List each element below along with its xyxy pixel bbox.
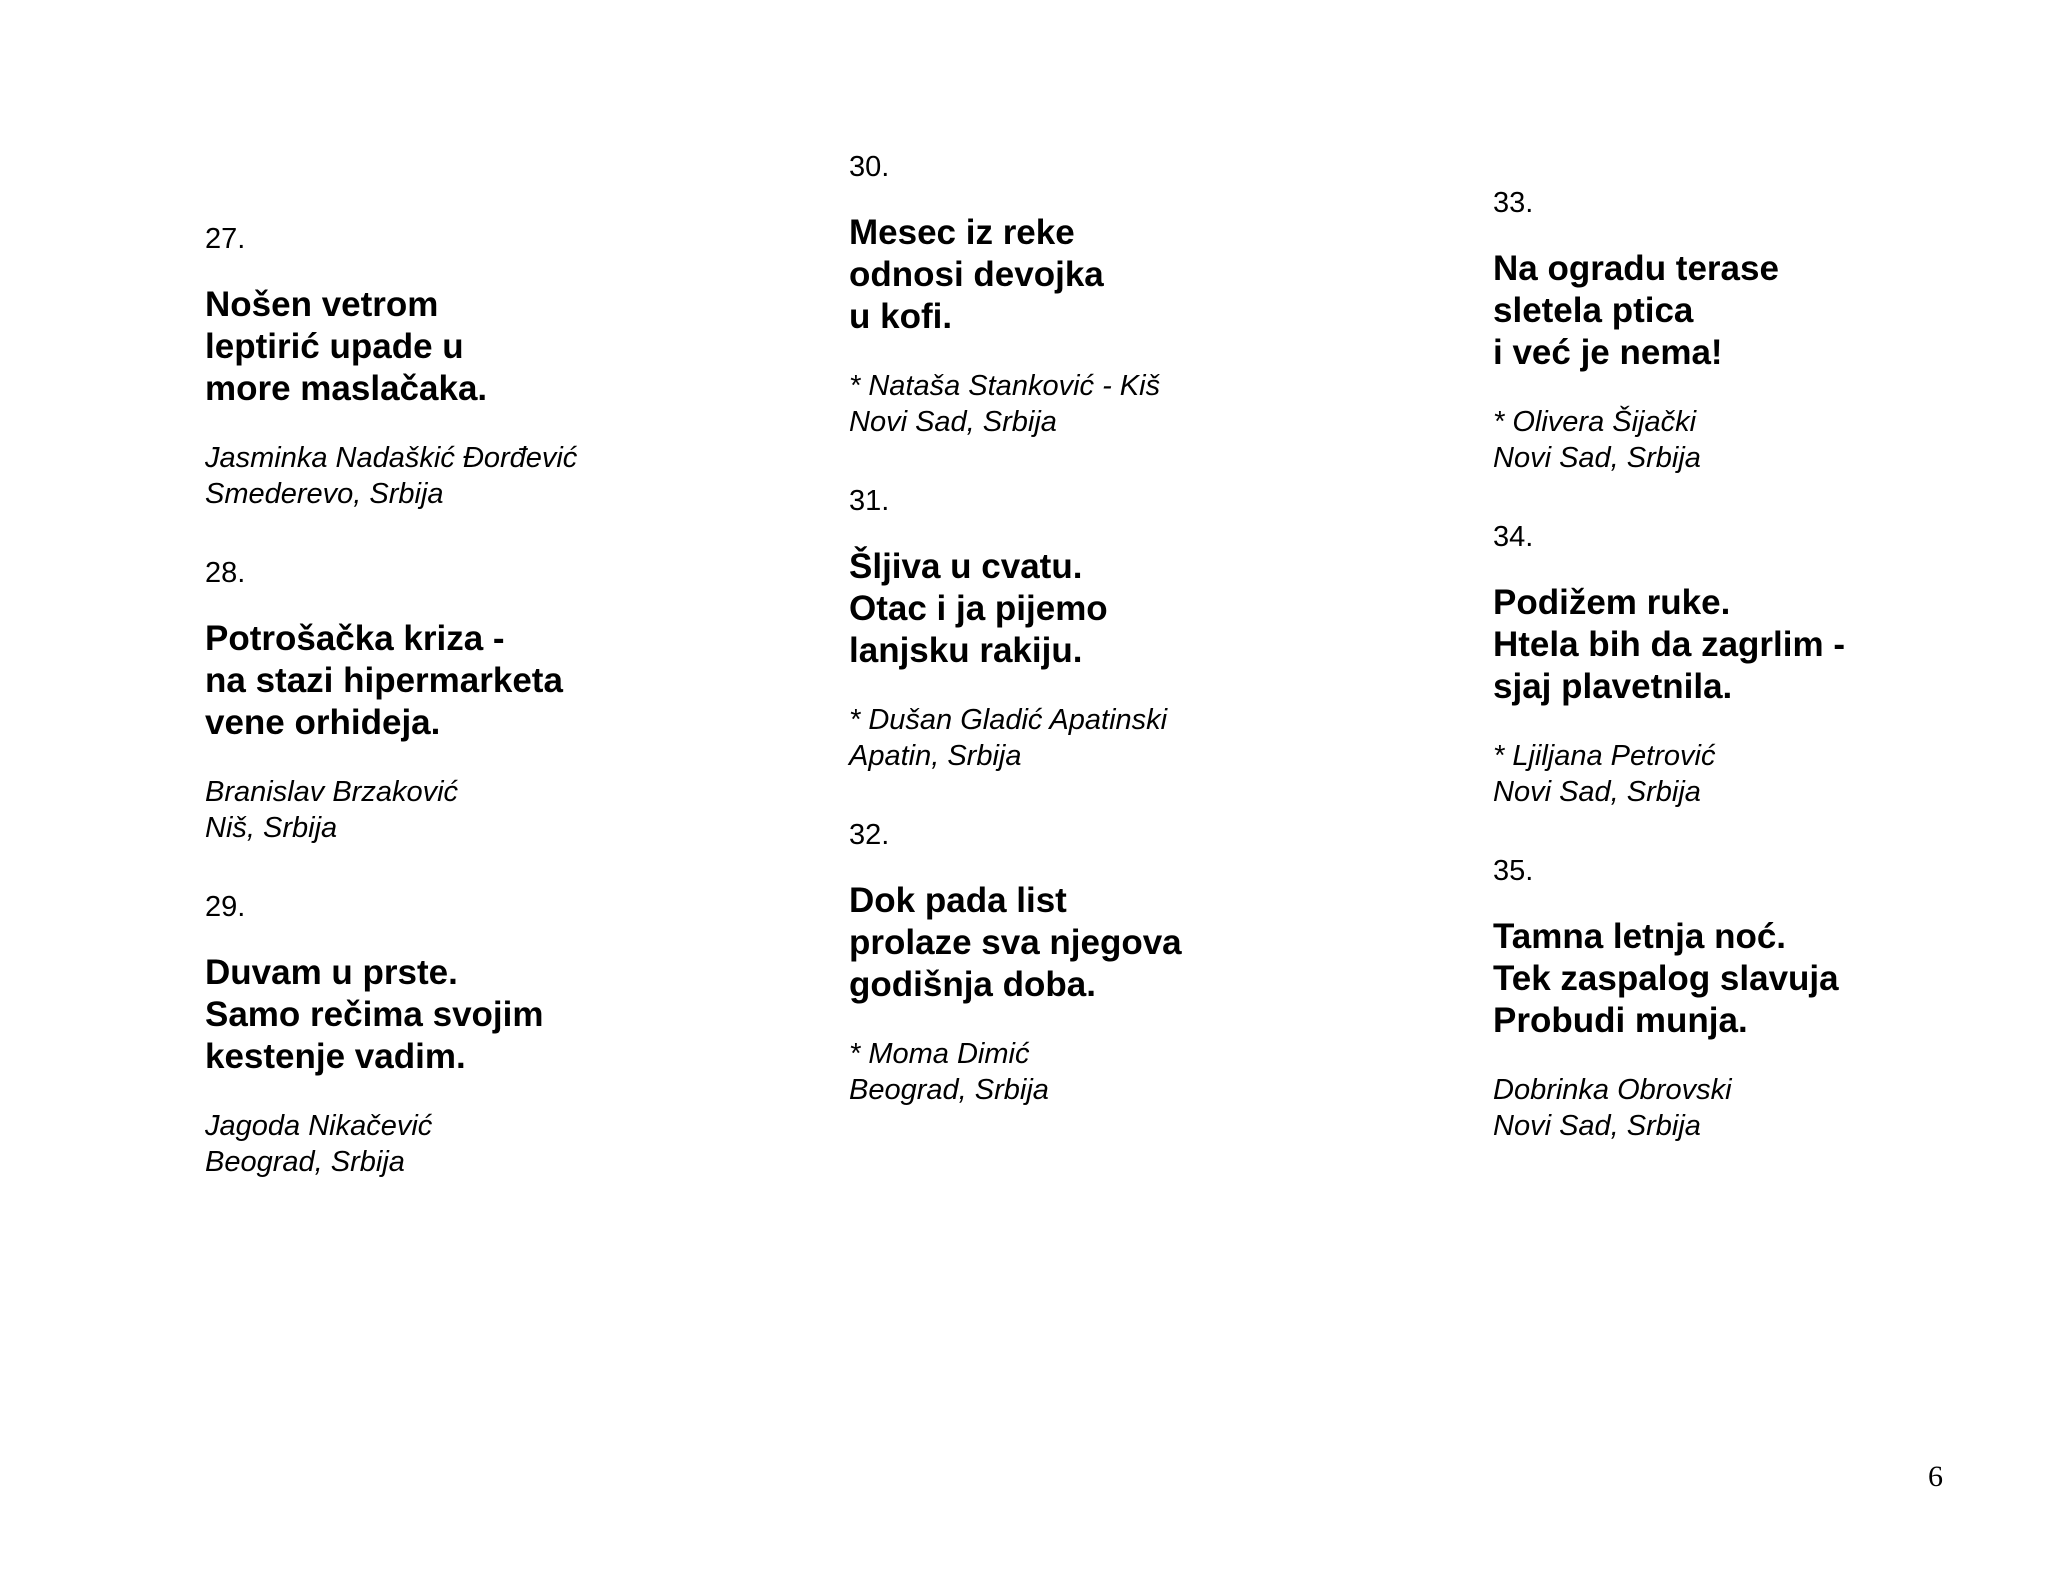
poem-place: Smederevo, Srbija: [205, 478, 444, 510]
verse-line: Šljiva u cvatu.: [849, 547, 1083, 586]
poem-verse: [205, 952, 805, 1078]
poem-28: [205, 556, 805, 846]
verse-line: na stazi hipermarketa: [205, 661, 563, 700]
verse-line: sjaj plavetnila.: [1493, 667, 1733, 706]
poem-place: Novi Sad, Srbija: [849, 406, 1057, 438]
verse-line: Potrošačka kriza -: [205, 619, 505, 658]
verse-line: odnosi devojka: [849, 255, 1104, 294]
verse-line: Otac i ja pijemo: [849, 589, 1108, 628]
verse-line: kestenje vadim.: [205, 1037, 466, 1076]
column-3: [1493, 186, 2048, 1188]
poem-number: 27.: [205, 223, 246, 255]
verse-line: Nošen vetrom: [205, 285, 439, 324]
poem-30: [849, 150, 1449, 440]
poem-author: Jasminka Nadaškić Đorđević: [205, 442, 578, 474]
verse-line: Dok pada list: [849, 881, 1067, 920]
verse-line: leptirić upade u: [205, 327, 464, 366]
verse-line: Duvam u prste.: [205, 953, 458, 992]
poem-32: [849, 818, 1449, 1108]
poem-verse: [1493, 248, 2048, 374]
poem-number: 30.: [849, 151, 890, 183]
poem-place: Novi Sad, Srbija: [1493, 1110, 1701, 1142]
poem-verse: [1493, 582, 2048, 708]
poem-place: Apatin, Srbija: [849, 740, 1022, 772]
poem-author: Jagoda Nikačević: [205, 1110, 433, 1142]
poem-place: Niš, Srbija: [205, 812, 338, 844]
poem-35: [1493, 854, 2048, 1144]
poem-number: 35.: [1493, 855, 1534, 887]
poem-verse: [849, 212, 1449, 338]
poem-29: [205, 890, 805, 1180]
poem-verse: [849, 880, 1449, 1006]
poem-verse: [849, 546, 1449, 672]
verse-line: u kofi.: [849, 297, 953, 336]
poem-author: * Olivera Šijački: [1493, 406, 1697, 438]
poem-number: 33.: [1493, 187, 1534, 219]
poem-place: Novi Sad, Srbija: [1493, 442, 1701, 474]
poem-number: 34.: [1493, 521, 1534, 553]
verse-line: Na ogradu terase: [1493, 249, 1779, 288]
verse-line: Podižem ruke.: [1493, 583, 1731, 622]
poem-number: 31.: [849, 485, 890, 517]
verse-line: Htela bih da zagrlim -: [1493, 625, 1845, 664]
poem-verse: [205, 618, 805, 744]
poem-author: Dobrinka Obrovski: [1493, 1074, 1732, 1106]
verse-line: Mesec iz reke: [849, 213, 1075, 252]
verse-line: more maslačaka.: [205, 369, 488, 408]
verse-line: prolaze sva njegova: [849, 923, 1182, 962]
poem-place: Beograd, Srbija: [849, 1074, 1049, 1106]
verse-line: Tamna letnja noć.: [1493, 917, 1787, 956]
verse-line: Samo rečima svojim: [205, 995, 544, 1034]
poem-31: [849, 484, 1449, 774]
poem-author: Branislav Brzaković: [205, 776, 459, 808]
verse-line: vene orhideja.: [205, 703, 441, 742]
poem-author: * Ljiljana Petrović: [1493, 740, 1716, 772]
column-1: [205, 222, 805, 1224]
poem-place: Beograd, Srbija: [205, 1146, 405, 1178]
poem-author: * Dušan Gladić Apatinski: [849, 704, 1168, 736]
poem-number: 32.: [849, 819, 890, 851]
verse-line: i već je nema!: [1493, 333, 1723, 372]
page-number: 6: [1928, 1460, 1943, 1493]
verse-line: lanjsku rakiju.: [849, 631, 1083, 670]
poem-author: * Nataša Stanković - Kiš: [849, 370, 1161, 402]
poem-number: 29.: [205, 891, 246, 923]
poem-27: [205, 222, 805, 512]
poem-34: [1493, 520, 2048, 810]
poem-33: [1493, 186, 2048, 476]
verse-line: Probudi munja.: [1493, 1001, 1748, 1040]
poem-number: 28.: [205, 557, 246, 589]
poem-place: Novi Sad, Srbija: [1493, 776, 1701, 808]
verse-line: godišnja doba.: [849, 965, 1096, 1004]
poem-verse: [1493, 916, 2048, 1042]
column-2: [849, 150, 1449, 1152]
verse-line: sletela ptica: [1493, 291, 1694, 330]
verse-line: Tek zaspalog slavuja: [1493, 959, 1839, 998]
poem-author: * Moma Dimić: [849, 1038, 1030, 1070]
poem-verse: [205, 284, 805, 410]
